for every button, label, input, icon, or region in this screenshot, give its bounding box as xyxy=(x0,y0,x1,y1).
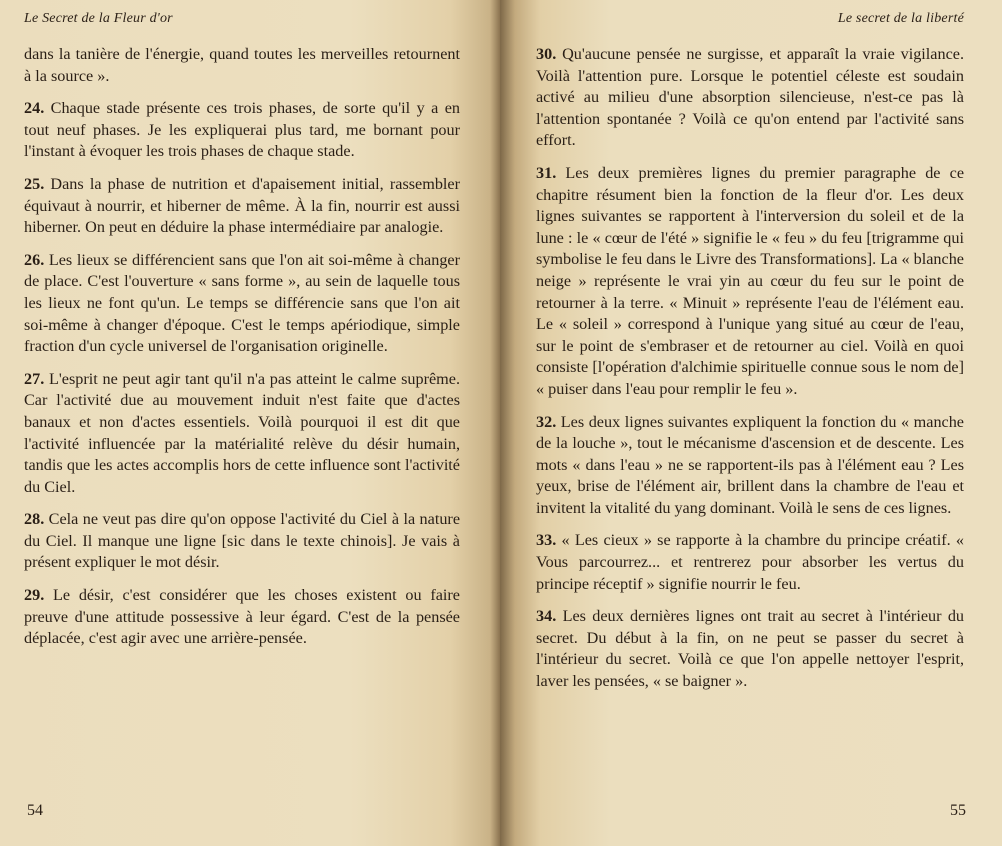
page-number-left: 54 xyxy=(27,802,43,819)
paragraph-28 xyxy=(24,509,460,574)
paragraph-text: Le désir, c'est considérer que les choses existent ou faire preuve d'une attitude possessive à leur égard. C'est de la pensée déplacée, c'est agir avec une arrière-pensée. xyxy=(24,586,460,648)
right-page xyxy=(500,0,1002,846)
paragraph-text: Les deux premières lignes du premier paragraphe de ce chapitre résument bien la fonction de la fleur d'or. Les deux lignes suivantes se rapportent à l'interversion du soleil et de la lune : le « cœur de l'été » signifie le « feu » du feu [trigramme qui symbolise le feu dans le Livre des Transformations]. La « blanche neige » représente le vrai yin au cœur du feu sur le point de retourner à la terre. « Minuit » représente l'eau de l'élément eau. Le « soleil » correspond à l'unique yang situé au cœur de l'eau, sur le point de s'embraser et de retourner au ciel. Voilà en quoi consiste [l'opération d'alchimie spirituelle connue sous le nom de] « puiser dans l'eau pour remplir le feu ». xyxy=(536,163,964,398)
paragraph-32 xyxy=(536,412,964,520)
paragraph-text: Les lieux se différencient sans que l'on ait soi-même à changer de place. C'est l'ouverture « sans forme », au sein de laquelle tous les lieux ne font qu'un. Le temps se différencie sans que l'on ait soi-même à changer d'époque. C'est le temps apériodique, simple fraction d'un cycle universel de l'organisation originelle. xyxy=(24,250,460,356)
left-page-text xyxy=(24,44,460,650)
paragraph-text: Cela ne veut pas dire qu'on oppose l'activité du Ciel à la nature du Ciel. Il manque une ligne [sic dans le texte chinois]. Je vais à présent expliquer le mot désir. xyxy=(24,510,460,572)
page-number-right: 55 xyxy=(950,802,966,819)
paragraph-24 xyxy=(24,98,460,163)
paragraph-number: 26. xyxy=(24,250,45,269)
paragraph-text: Dans la phase de nutrition et d'apaisement initial, rassembler équivaut à nourrir, et hiberner de même. À la fin, nourrir est aussi hiberner. On peut en déduire la phase intermédiaire par analogie. xyxy=(24,174,461,237)
paragraph-text: L'esprit ne peut agir tant qu'il n'a pas atteint le calme suprême. Car l'activité due au mouvement induit n'est faite que d'actes banaux et non d'actes essentiels. Voilà pourquoi il est dit que l'activité influencée par la matérialité relève du désir humain, tandis que les actes accomplis hors de cette influence sont l'activité du Ciel. xyxy=(24,369,460,496)
paragraph-number: 25. xyxy=(24,174,45,193)
paragraph-number: 32. xyxy=(536,412,557,431)
paragraph-26 xyxy=(24,250,460,358)
left-page xyxy=(0,0,500,846)
running-head-left: Le Secret de la Fleur d'or xyxy=(24,11,173,26)
paragraph-number: 24. xyxy=(24,99,45,118)
paragraph-number: 31. xyxy=(536,163,557,182)
paragraph-29 xyxy=(24,585,460,650)
paragraph-text: Les deux lignes suivantes expliquent la fonction du « manche de la louche », tout le mécanisme d'ascension et de descente. Les mots « dans l'eau » ne se rapportent-ils pas à l'élément eau ? Les yeux, brise de l'élément air, brillent dans la chambre de l'eau et invitent la vitalité du yang dominant. Voilà le sens de ces lignes. xyxy=(536,412,964,517)
paragraph-text: Qu'aucune pensée ne surgisse, et apparaît la vraie vigilance. Voilà l'attention pure. Lorsque le potentiel céleste est soudain activé au milieu d'une absorption silencieuse, n'est-ce pas là l'attention spontanée ? Voilà ce qu'on entend par l'activité sans effort. xyxy=(536,45,964,150)
paragraph-text: « Les cieux » se rapporte à la chambre du principe créatif. « Vous parcourrez... et rentrerez pour absorber les vertus du principe réceptif » signifie nourrir le feu. xyxy=(536,531,964,593)
paragraph-number: 29. xyxy=(24,586,45,605)
right-page-text xyxy=(536,44,964,693)
running-head-right: Le secret de la liberté xyxy=(837,11,964,26)
paragraph-text: Les deux dernières lignes ont trait au secret à l'intérieur du secret. Du début à la fin, on ne peut se passer du secret à l'intérieur du secret. Voilà ce que l'on appelle nettoyer l'esprit, laver les pensées, « se baigner ». xyxy=(536,607,965,691)
paragraph-25 xyxy=(24,174,460,239)
paragraph-34 xyxy=(536,606,964,692)
paragraph-30 xyxy=(536,44,964,152)
paragraph: dans la tanière de l'énergie, quand toutes les merveilles retournent à la source ». xyxy=(24,45,460,85)
paragraph-number: 30. xyxy=(536,45,557,63)
paragraph-33 xyxy=(536,530,964,595)
paragraph-text: Chaque stade présente ces trois phases, de sorte qu'il y a en tout neuf phases. Je les expliquerai plus tard, me bornant pour l'instant à évoquer les trois phases de chaque stade. xyxy=(24,99,460,161)
paragraph-number: 34. xyxy=(536,607,557,626)
paragraph-31 xyxy=(536,163,964,401)
paragraph-27 xyxy=(24,369,460,499)
paragraph-number: 27. xyxy=(24,369,45,388)
paragraph-number: 28. xyxy=(24,510,45,529)
paragraph-number: 33. xyxy=(536,531,557,550)
